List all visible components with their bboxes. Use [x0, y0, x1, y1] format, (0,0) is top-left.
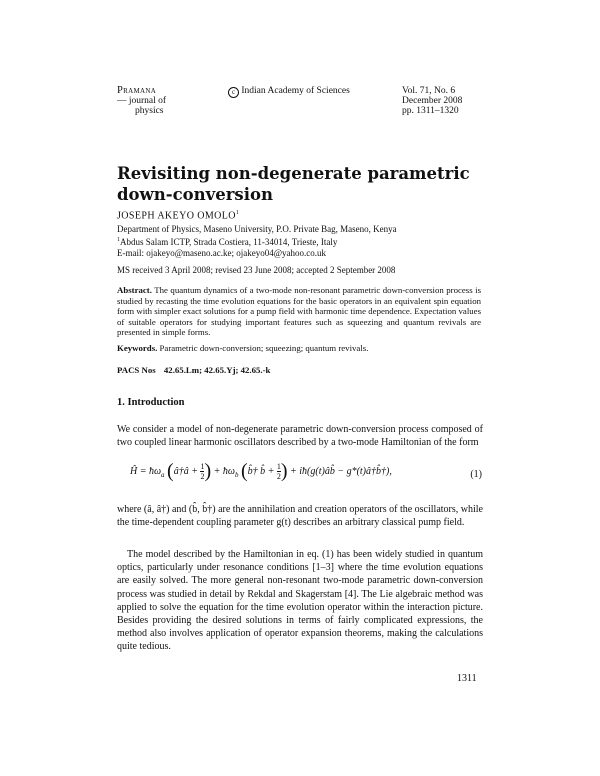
copyright-text: Indian Academy of Sciences — [241, 86, 350, 96]
eq-tail: + iħ(g(t)âb̂ − g*(t)â†b̂†), — [290, 465, 392, 477]
author-text: JOSEPH AKEYO OMOLO — [117, 210, 236, 222]
eq-sub-b: b — [234, 470, 239, 479]
copyright-line — [228, 86, 388, 98]
eq-paren-open-1: ( — [167, 460, 174, 482]
keywords-text: Parametric down-conversion; squeezing; quantum revivals. — [159, 343, 369, 353]
keywords-label: Keywords. — [117, 343, 158, 353]
journal-sub2: physics — [135, 106, 164, 116]
issue-block — [402, 86, 492, 116]
page-number: 1311 — [457, 673, 477, 684]
eq-number: (1) — [470, 469, 482, 480]
eq-frac-den-2: 2 — [276, 472, 281, 481]
affiliation-2-sup: 1 — [117, 237, 120, 243]
pacs-text: 42.65.Lm; 42.65.Yj; 42.65.-k — [163, 365, 271, 375]
issue-date: December 2008 — [402, 96, 463, 106]
section-title: 1. Introduction — [117, 397, 185, 408]
eq-sub-a: a — [161, 470, 165, 479]
journal-name: Pramana — [117, 85, 157, 96]
eq-frac-den-1: 2 — [200, 472, 205, 481]
title-line-2: down-conversion — [117, 185, 273, 204]
copyright-icon: c — [228, 87, 239, 98]
paragraph-1: We consider a model of non-degenerate parametric down-conversion process composed of two coupled linear harmonic oscillators described by a two-mode Hamiltonian of the form — [117, 424, 483, 449]
eq-mid-1: â†â + — [173, 465, 198, 477]
affiliation-2 — [117, 235, 497, 248]
paragraph-2: where (â, â†) and (b̂, b̂†) are the annihilation and creation operators of the oscillators, while the time-dependent coupling parameter g(t) describes an arbitrary classical pump field. — [117, 504, 483, 529]
eq-paren-open-2: ( — [240, 460, 248, 482]
paper-title — [117, 163, 497, 205]
author-sup: 1 — [235, 210, 240, 216]
keywords — [117, 343, 481, 354]
eq-mid-2: b̂† b̂ + — [247, 465, 275, 477]
abstract-text: The quantum dynamics of a two-mode non-resonant parametric down-conversion process is studied by recasting the time evolution equations for the basic operators in an equivalent spin equation form with simpler exact solutions for a pump field with harmonic time dependence. Expectation values of suitable operators for studying important features such as squeezing and quantum revivals are presented in simple forms. — [117, 285, 481, 338]
received-line: MS received 3 April 2008; revised 23 June 2008; accepted 2 September 2008 — [117, 265, 396, 275]
abstract — [117, 285, 481, 338]
paragraph-3: The model described by the Hamiltonian in eq. (1) has been widely studied in quantum optics, particularly under resonance conditions [1–3] where the time evolution equations are easily solved. The more general non-resonant two-mode parametric down-conversion process was studied in detail by Rekdal and Skagerstam [4]. The Lie algebraic method was applied to solve the equation for the time evolution operator within the interaction picture. Besides providing the desired solutions in terms of fairly complicated expressions, the method also involves application of operator expansion theorems, making the calculations quite tedious. — [117, 549, 483, 653]
eq-paren-close-2: ) — [280, 460, 288, 482]
journal-block — [117, 86, 207, 116]
volume: Vol. 71, No. 6 — [402, 86, 456, 96]
eq-paren-close-1: ) — [204, 460, 212, 482]
author-name — [117, 210, 239, 221]
eq-frac-num-2: 1 — [276, 462, 281, 471]
eq-lhs: Ĥ = ħω — [130, 465, 162, 477]
abstract-label: Abstract. — [117, 285, 152, 295]
eq-frac-num-1: 1 — [200, 462, 205, 471]
journal-sub1: — journal of — [117, 96, 167, 106]
page-range: pp. 1311–1320 — [402, 106, 459, 116]
email-line: E-mail: ojakeyo@maseno.ac.ke; ojakeyo04@yahoo.co.uk — [117, 248, 327, 258]
eq-plus-b: + ħω — [213, 465, 235, 477]
pacs-label: PACS Nos — [117, 365, 156, 375]
affiliations — [117, 224, 497, 259]
affiliation-2-text: Abdus Salam ICTP, Strada Costiera, 11-34014, Trieste, Italy — [120, 237, 338, 247]
title-line-1: Revisiting non-degenerate parametric — [117, 164, 470, 183]
equation-1 — [130, 460, 490, 494]
affiliation-1: Department of Physics, Maseno University, P.O. Private Bag, Maseno, Kenya — [117, 224, 397, 234]
pacs — [117, 365, 481, 376]
